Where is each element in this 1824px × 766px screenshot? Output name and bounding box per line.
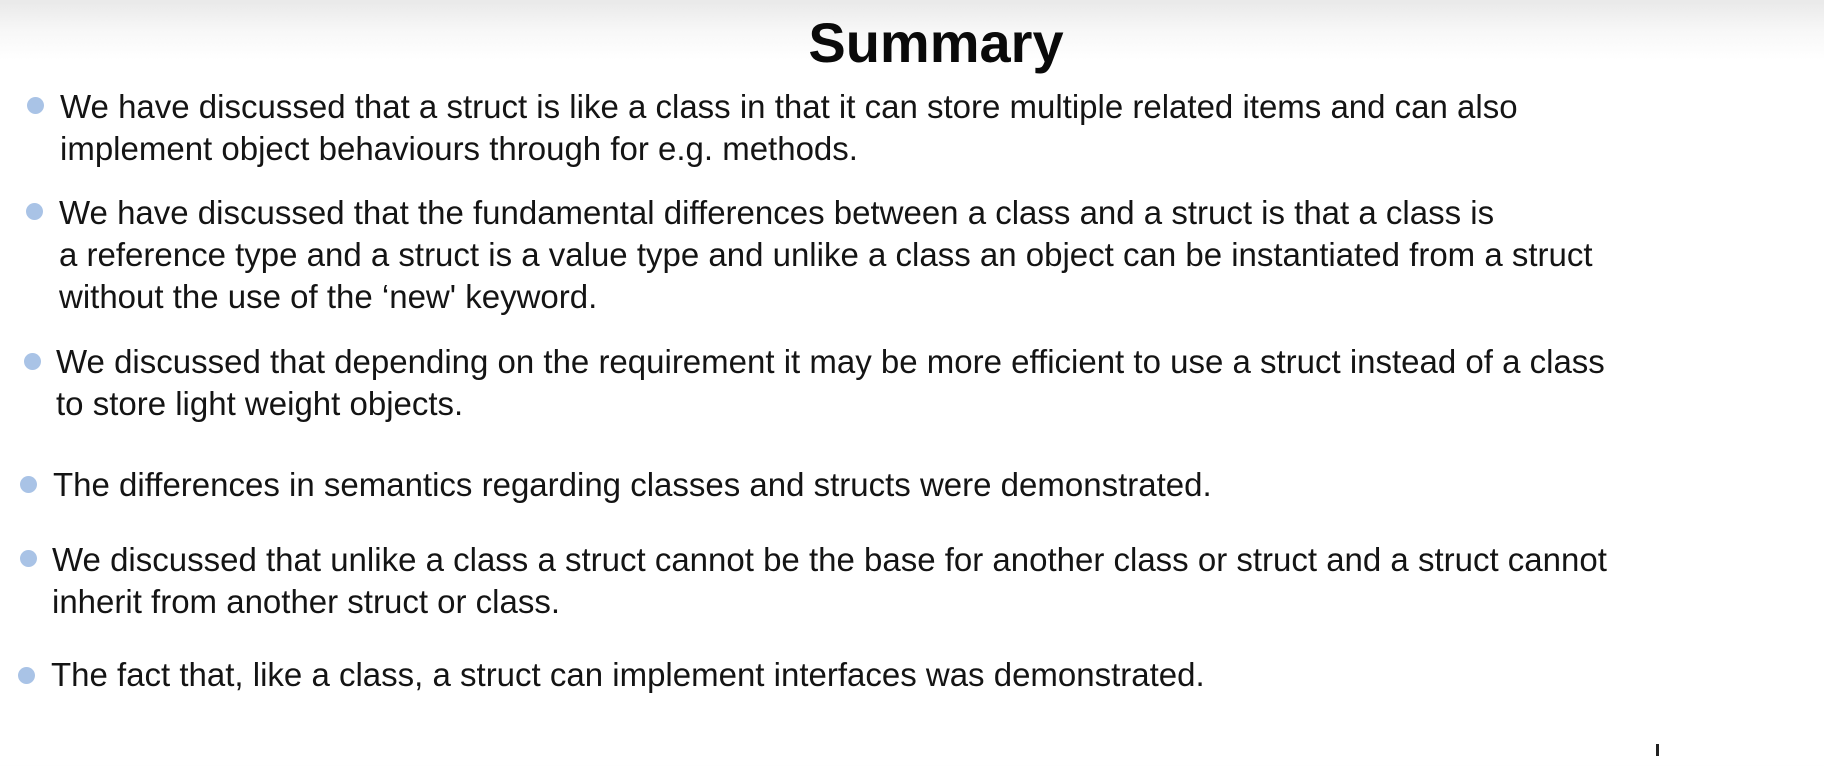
bullet-line: inherit from another struct or class. [52,583,561,620]
bullet-line: to store light weight objects. [56,385,464,422]
bullet-dot-icon [24,353,41,370]
bullet-item-4 [53,464,1212,506]
bullet-line: without the use of the ‘new' keyword. [59,278,598,315]
bullet-item-5 [52,539,1607,623]
bullet-line: a reference type and a struct is a value type and unlike a class an object can be instantiated from a struct [59,236,1593,273]
corner-mark [1656,744,1659,756]
bullet-line: We discussed that unlike a class a struct cannot be the base for another class or struct and a struct cannot [52,541,1607,578]
bullet-dot-icon [27,97,44,114]
bullet-item-6 [51,654,1205,696]
bullet-item-3 [56,341,1605,425]
bullet-dot-icon [18,667,35,684]
bullet-line: The differences in semantics regarding classes and structs were demonstrated. [53,466,1212,503]
bullet-line: implement object behaviours through for e.g. methods. [60,130,858,167]
bullet-item-1 [60,86,1518,170]
bullet-dot-icon [20,550,37,567]
bullet-line: We have discussed that the fundamental differences between a class and a struct is that a class is [59,194,1495,231]
bullet-dot-icon [26,203,43,220]
slide-title: Summary [808,11,1064,74]
bullet-line: The fact that, like a class, a struct can implement interfaces was demonstrated. [51,656,1205,693]
bullet-dot-icon [20,476,37,493]
bullet-item-2 [59,192,1593,318]
bullet-line: We have discussed that a struct is like a class in that it can store multiple related items and can also [60,88,1518,125]
bullet-line: We discussed that depending on the requirement it may be more efficient to use a struct instead of a class [56,343,1605,380]
